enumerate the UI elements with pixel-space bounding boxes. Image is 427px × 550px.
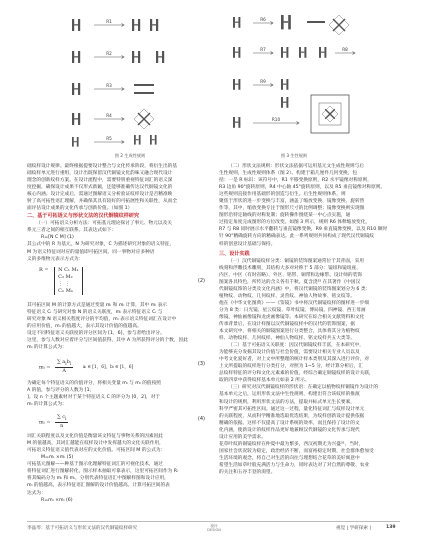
formula-2-row: N C₁ M₁ (58, 266, 79, 273)
paragraph-line: 和设计的规则，利用形状文法的方法，提取并标式单元生长要素， (219, 399, 355, 405)
paragraph-line: 的关注和五谷丰登的渴望。 (219, 469, 276, 475)
paragraph-line: 词汇关联程度以及文化价值是衡量该文特征与事物关系的因素因此 (27, 434, 163, 440)
motif-crossbar (152, 24, 156, 26)
motif-bar (162, 51, 164, 63)
motif-bar (286, 97, 288, 108)
motif-bar (286, 47, 288, 58)
rule-label: R9 (260, 79, 266, 84)
motif-crossbar (235, 84, 239, 85)
figure-3-graphic (219, 7, 369, 152)
rule-label: R8 (342, 47, 348, 52)
paragraph-line: 可拓语义特征语义值代表对应的文化价值。可拓区间 M 的公式为： (27, 448, 166, 454)
paragraph-line: 为能够充分发掘其设计价值与社会价值，需要设计相关专业人员以及 (219, 350, 360, 356)
equation-number: (3) (197, 360, 205, 367)
rule-label: R6 (260, 17, 266, 22)
paragraph-line: 为确定每个特征语义的价值评分，将相关变量 mᵢ 与 mᵢ 的值按照 (27, 380, 161, 386)
left-column (27, 163, 207, 504)
formula-2-row: Cₙ Mₙ (58, 287, 74, 294)
motif-bar (233, 47, 235, 58)
motif-bar (138, 19, 140, 31)
motif-bar (319, 47, 321, 58)
motif-bar (156, 51, 158, 63)
motif-bar (307, 21, 325, 23)
paragraph-line: 图形沿特定轴线的对称复制；旋转操作围绕某一中心点实施，通 (219, 213, 351, 219)
paragraph-line: R=[N C M] (1) (41, 235, 74, 241)
motif-bar (72, 19, 74, 31)
section-2-heading: 二、基于可拓语义与形状文法的汉代铜镜纹样研究 (27, 213, 140, 220)
journal-logo-text: 设计 (210, 524, 218, 528)
paragraph-line: （二）基于可拓语义关联度：因汉代铜镜纹样丰富，在本研究中， (228, 343, 364, 349)
paragraph-line: 基本单元之后，运用形状文法中生性规则，构建出符合该纹样的推演 (219, 392, 360, 398)
motif-crossbar (74, 141, 77, 142)
paragraph-line: 花草叶纹的铜镜纹样在仲夏中最为繁多，西汉初期尤为兴盛³¹，当时， (219, 441, 364, 447)
footer-section-label: 视觉 | 学研探索 | (336, 526, 372, 531)
paragraph-line: 这里，参与人数对应着评分与区间值获得，其中 A 为所获得评分的个数，因此 (27, 337, 188, 343)
motif-bar (72, 137, 74, 147)
paragraph-line: （一）可拓语义分析方法：可拓基元理论探讨了事元、物元以及关 (36, 221, 172, 227)
paragraph-line: 的关联程度，从而科学精准地选取优选结果，为纹样创新设计提供依据 (219, 413, 365, 419)
motif-bar (156, 19, 158, 31)
motif-bar (132, 19, 134, 31)
motif-bar (238, 47, 240, 58)
motif-bar (134, 84, 154, 86)
equation-number: (4) (197, 416, 205, 423)
equation-number: (2) (197, 277, 205, 284)
paragraph-line: 精确的依据。这样不仅提高了设计系统的效率，而且保持了设计的文 (219, 420, 360, 426)
right-column (219, 163, 401, 476)
footer-rule (27, 521, 400, 522)
paragraph-line: 上文所提取的纹样进行分类打分，对照为 1~5 分，经计算分析后，汇 (219, 364, 364, 370)
motif-crossbar (235, 122, 239, 123)
motif-bar (150, 19, 152, 31)
motif-bar (78, 83, 80, 95)
motif-bar (78, 113, 80, 125)
page-number: 139 (386, 525, 396, 530)
section-3-heading: 三、设计实践 (219, 250, 250, 257)
formula-2 (27, 265, 207, 299)
motif-bar (299, 47, 301, 58)
motif-bar (238, 17, 240, 28)
motif-crossbar (74, 56, 78, 58)
formula-4-lhs: mᵢ = (39, 419, 51, 426)
motif-bar (281, 15, 284, 29)
paragraph-line: 其可拓区间 M 的计算方式是通过变量 mᵢ 和 mᵢ 计算，其中 mᵢ 表示 (27, 302, 167, 308)
figure-3 (219, 7, 369, 152)
rule-label: R1 (106, 19, 112, 24)
motif-crossbar (283, 102, 287, 103)
paragraph-line: M=mᵢ ×mᵢ (5) (41, 455, 74, 461)
figure-2-caption: 图 2 生成性规则 (114, 153, 146, 158)
motif-crossbar (283, 52, 287, 53)
paragraph-line: 射了高可拓性语汇理解，并确保其具有较好的可拓展性和关联性，从而全 (27, 199, 178, 205)
motif-bar (78, 19, 80, 31)
motif-bar (238, 79, 240, 90)
motif-bar (72, 113, 74, 125)
paragraph-line: R=mᵢ ×mᵢ (6) (41, 497, 73, 503)
figure-3-caption: 图 3 生性规则 (280, 153, 308, 158)
paragraph-line: 样、动物纹样、几何纹样、神仙人物纹样、铭文纹样共五大类等。 (219, 336, 355, 342)
rule-label: R5 (106, 136, 112, 141)
motif-crossbar (134, 24, 138, 26)
paragraph-line: 达式为： (27, 490, 46, 496)
figure-2-graphic (60, 7, 200, 152)
paragraph-line: A 的值，参与评分的人数为 [1， (27, 387, 95, 393)
paragraph-line: 研究对象 N 语义相关程度评分的平均值，mᵢ 表示语义特征词汇在设计中 (27, 316, 177, 322)
paragraph-line: 作等，其中，缩放变换专注于图形尺寸的比例调整；镜像变换则实现图 (219, 206, 365, 212)
paragraph-line: 核心内涵。设计完成后，需通过图解语义分析验证纹样设计是否精准映 (27, 192, 173, 198)
motif-crossbar (283, 84, 287, 85)
paragraph-line: R3 边角 90°旋转原则，R4 中心轴 45°旋转原则，以及 R5 垂直镜像对称原则。 (219, 185, 386, 191)
formula-2-row: C₂ M₂ (58, 273, 73, 280)
paragraph-line: 取的四章中获得纹样基本单元如表 2 所示。 (219, 378, 310, 384)
motif-bar (233, 117, 235, 128)
paragraph-line: 样的创意设计基础与保持。 (219, 241, 276, 247)
formula-3-lhs: mᵢ = (39, 364, 51, 371)
motif-bar (281, 79, 283, 90)
motif-bar (288, 15, 291, 29)
paragraph-line: （二）形状文法规则：形状文法依据可运用基元文生成性规则与后 (228, 164, 364, 169)
motif-crossbar (74, 118, 78, 120)
formula-4: mᵢ = $\frac{\sum c_i}{n}$ (4) (39, 414, 205, 430)
motif-crossbar (136, 139, 139, 140)
paragraph-line: 这些规则直接作用基础形的创造与衍生。后生性规则体系，则 (219, 192, 346, 198)
paragraph-line: 面评估设计成果的文化传承与创新价值。（如图 1） (27, 206, 133, 212)
paragraph-line: 中考文化爱好者，对上文中所整理的统计样本类别及其深入进行评价，对 (219, 357, 370, 363)
paragraph-line: 国家社会状况较为稳定，政治经济不断，而富裕稳定时期，社会群体愈加受 (219, 448, 374, 454)
paragraph-line: 其公式中的 R 为基元，N 为研究对象，C 为描述研究对象的语义特征， (27, 242, 175, 248)
paragraph-line: 图案各具特色，所传达的含义各有千秋。夏含浇²⁵ 在其著作《中国汉 (219, 279, 361, 285)
paragraph-line: 可拓基元图解——种基于图示化理解特征词汇的可视化技术，通过 (27, 462, 163, 468)
rule-label: R10 (271, 117, 281, 122)
paragraph-line: 他在《中华文化图典》——《鉴镜》书中将汉代铜镜纹样的图样进一步细 (219, 300, 370, 306)
rule-label: R2 (106, 51, 112, 56)
paragraph-line: 系元三者之间的相互联系。其表达式如下： (27, 228, 117, 234)
paragraph-line: 本文研究中，将相关的铜镜图案进行分类整合，具体将其分为植物纹 (219, 329, 360, 335)
motif-bar (72, 83, 74, 95)
paragraph-line: ]。设 n 个主题素材对于某个特征语义 C 的评分为 [0，2]，对于 (27, 395, 160, 401)
paragraph-line: 础纹样设计规律。最终根据提要设计整合与文化传承阶段，将衍生出的基 (27, 164, 178, 169)
paragraph-line: 设定不同特征语义关联度的评分区间为 [1，6]，参与者给出评分。 (27, 330, 165, 336)
paragraph-line: 希望生活如草叶般充满活力与生命力，同时表达对了对自然的尊敬、农业 (219, 462, 370, 468)
paragraph-line: M 的值越高，其词汇越能在纹样设计中发挥越大的文化关联作用， (27, 441, 164, 447)
paragraph-line: （一）汉代铜镜纹样分类：铜镜的装饰图案通常位于其背面，采用 (228, 258, 364, 264)
paragraph-line: 生性规则，生成性规则体系（图 2）。构建于箱几厘件几何变换，包 (219, 171, 358, 177)
paragraph-line: mᵢ 的计算公式为： (27, 402, 67, 408)
paragraph-line: 特征语义 Cᵢ 与研究对象 N 的语义关联度，mᵢ 表示特征语义 Cᵢ 与 (27, 309, 163, 315)
motif-bar (134, 135, 136, 145)
motif-crossbar (235, 52, 239, 53)
motif-bar (78, 51, 80, 63)
motif-bar (134, 92, 154, 94)
motif-bar (324, 47, 326, 58)
motif-bar (304, 47, 306, 58)
paragraph-line: 总纹样特征的评分和文化元素素的价值，经综合确定铜镜纹样的设计关联， (219, 371, 374, 377)
motif-crossbar (301, 52, 305, 53)
paragraph-line: 理念的创新纹样方案。在设计流程中，需要特别重视特征词汇的语义深 (27, 178, 173, 184)
motif-crossbar (283, 21, 288, 23)
figure-2 (60, 7, 200, 152)
paragraph-line: 线刻和浮雕技术雕刻，其结构大多对对称于 5 部分：镜纽和镜纽座， (219, 265, 361, 271)
paragraph-line: 将其编码分为 mᵢ 和 mᵢ，分别代表特征语汇中图解样图和设计应用， (27, 476, 169, 482)
journal-logo (203, 524, 225, 533)
paragraph-line: 针 90°精确旋转方向的精确表达。此一系列规则共同构成了现代汉代铜镜纹 (219, 234, 375, 240)
journal-logo-subtext: DESIGN (207, 528, 221, 533)
motif-bar (77, 137, 79, 147)
motif-crossbar (321, 52, 325, 53)
paragraph-line: 括：一是 R 标识：该符号中，R1 平移变换原则，R2 水平镜像对称原则， (219, 178, 372, 184)
paragraph-line: 的应用价值，mᵢ 的值越大，表示其设计价值的值越高。 (27, 323, 142, 329)
formula-3-domain: aᵢ ∈ [1，6]，bᵢ ∈ [1，6] (82, 365, 134, 371)
paragraph-line: 设计应用的美学需求。 (219, 434, 266, 440)
paragraph-line: 过指定角度完成图形的方位改变。如图 3 所示，规则 R6 体释缩放变化， (219, 220, 371, 226)
paragraph-line: 科学严密其可拓性区间。通过这一过程，量化特征词汇与纹样设计单元 (219, 406, 365, 412)
paragraph-line: 聚焦于形状的进一步变换与丰富，涵盖了缩放变换、镜像变换、旋转替 (219, 199, 365, 205)
paragraph-line: R7 与 R8 同时展示水平翻转与垂直镜像变换，R9 垂直镜像变换，以及 R10 顺时 (219, 227, 388, 233)
paragraph-line: M 为语义特征词对应的量值即可拓区间。同一事物对应多种语 (27, 249, 155, 255)
motif-bar (233, 17, 235, 28)
motif-bar (150, 135, 152, 145)
formula-3: mᵢ = ∑ $a_ib_i$ A aᵢ ∈ [1，6]，bᵢ ∈ [1，6] (3) (39, 358, 205, 374)
motif-bar (238, 117, 240, 128)
formula-2-row: ⋮ ⋮ (58, 280, 70, 287)
paragraph-line: 分为 8 类：日光镜、星云纹镜、草叶纹镜、博局镜、四神镜、西王母画 (219, 307, 366, 313)
motif-bar (72, 51, 74, 63)
paragraph-line: 化内涵，使新设计的纹样作品更好地兼顾汉代铜镜的文化传承与现代 (219, 427, 360, 433)
paragraph-line: 生活环境的观念，将自己对生活的向往与理想结合花草的美好寓意中 (219, 455, 360, 461)
formula-2-prefix: R = (39, 266, 49, 273)
paragraph-line: 义的多维物元表示方式为： (27, 256, 84, 262)
paragraph-line: 传承背景后，在设计样图以汉代铜镜纹样中的汉代的装饰图案，据 (219, 321, 355, 327)
paragraph-line: mᵢ 的值越高，表示特征语汇图解的设计价值越高。计算可拓区间的表 (27, 483, 170, 489)
paragraph-line: 度挖掘，确保设计成果不仅形式新颖，还能够准确传达汉代铜镜文化的 (27, 185, 173, 191)
paragraph-line: 将特征词汇进行图解转化，图示样本抽取可靠表示，这里可拓区间作为 Rᵢ (27, 469, 178, 475)
motif-crossbar (235, 22, 239, 23)
motif-crossbar (74, 88, 78, 90)
footer-article-title: 李晶琴：基于可拓语义与形状文法的汉代铜镜纹样研究 (27, 526, 138, 531)
motif-crossbar (134, 56, 138, 58)
rule-label: R3 (106, 83, 112, 88)
rule-label: R7 (260, 47, 266, 52)
motif-crossbar (152, 139, 155, 140)
motif-bar (286, 79, 288, 90)
paragraph-line: 像镜、神仙画像镜和龙虎画像镜等。本研究在综合相关文献资料和文化 (219, 314, 365, 320)
paragraph-line: （三）研究对汉代铜镜纹样的形状语：在确定以植物纹样铜镜作为设计的 (228, 385, 379, 391)
motif-crossbar (74, 24, 78, 26)
motif-bar (281, 47, 283, 58)
motif-bar (138, 51, 140, 63)
motif-bar (155, 135, 157, 145)
paragraph-line: 代铜镜纹饰的分类及文化内涵》中，将汉代铜镜的装饰图案划分为 6 类： (219, 286, 371, 292)
motif-bar (233, 79, 235, 90)
motif-bar (281, 97, 283, 108)
paragraph-line: 内区、中区（有时省略）、外区、铭带、铜带和边缘带。设计师的装饰 (219, 272, 362, 278)
rule-label: R4 (106, 113, 112, 118)
motif-crossbar (158, 56, 162, 58)
motif-bar (132, 51, 134, 63)
paragraph-line: 植物纹、动物纹、几何纹样、灵兽纹、神仙人物故事、铭文纹等。 (219, 293, 355, 299)
paragraph-line: 础纹样单元进行重组，设计出既保留汉代铜镜文化韵味又融合现代设计 (27, 171, 173, 177)
motif-bar (139, 135, 141, 145)
paragraph-line: mᵢ 的计算公式为： (27, 344, 67, 350)
